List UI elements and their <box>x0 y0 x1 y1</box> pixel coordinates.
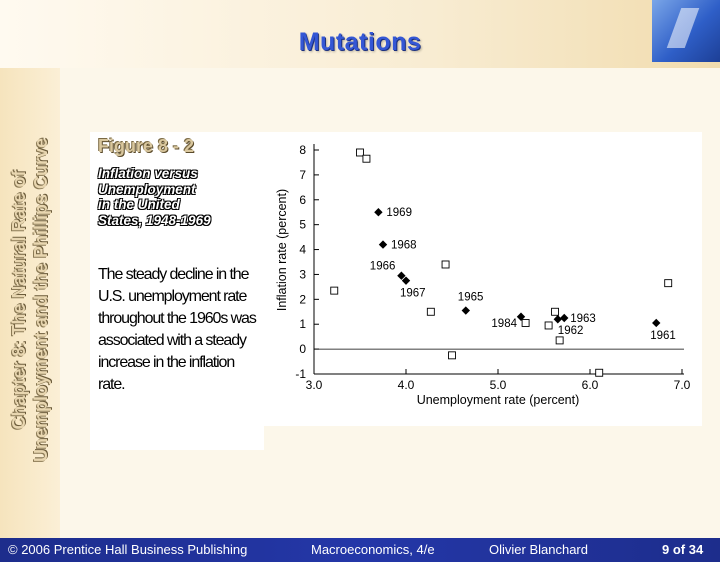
point-label-1984: 1984 <box>491 317 517 330</box>
square-point <box>545 322 552 329</box>
footer-copyright: © 2006 Prentice Hall Business Publishing <box>8 542 248 557</box>
chapter-side-title <box>8 65 52 535</box>
y-tick-label: 0 <box>299 342 306 357</box>
point-label-1963: 1963 <box>570 313 596 325</box>
chapter-title-line-2: Unemployment and the Phillips Curve <box>31 137 51 463</box>
y-tick-label: 3 <box>299 267 306 282</box>
square-point <box>596 369 603 376</box>
x-tick-label: 7.0 <box>673 378 691 392</box>
square-point <box>427 308 434 315</box>
x-tick-label: 5.0 <box>489 378 507 392</box>
figure-description: The steady decline in the U.S. unemployment rate throughout the 1960s was associated with a steady increase in the inflation rate. <box>98 266 256 393</box>
square-point <box>363 155 370 162</box>
figure-subtitle-line-2: Unemployment <box>98 181 196 197</box>
diamond-point-1963 <box>560 314 568 322</box>
point-label-1965: 1965 <box>457 291 484 304</box>
diamond-point-1962 <box>554 315 562 323</box>
figure-subtitle-line-1: Inflation versus <box>98 166 198 181</box>
y-tick-label: 4 <box>299 242 306 257</box>
point-label-1962: 1962 <box>557 325 584 338</box>
diamond-point-1961 <box>652 319 660 327</box>
y-tick-label: 7 <box>299 167 306 182</box>
figure-caption-panel <box>90 132 264 450</box>
phillips-curve-chart <box>264 132 702 426</box>
footer-book: Macroeconomics, 4/e <box>311 542 435 557</box>
footer-page-number: 9 of 34 <box>662 542 704 557</box>
point-label-1969: 1969 <box>386 207 412 220</box>
figure-subtitle-line-3: in the United <box>98 197 180 212</box>
footer-author: Olivier Blanchard <box>489 542 588 557</box>
y-tick-label: 2 <box>299 292 306 307</box>
point-label-1966: 1966 <box>369 260 396 273</box>
square-point <box>522 319 529 326</box>
point-label-1967: 1967 <box>400 287 426 300</box>
figure-label: Figure 8 - 2 <box>98 136 195 156</box>
y-tick-label: 1 <box>299 317 306 332</box>
square-point <box>449 352 456 359</box>
footer-bar <box>0 538 720 562</box>
y-tick-label: 5 <box>299 217 306 232</box>
figure-subtitle <box>98 166 268 228</box>
slide-title: Mutations <box>298 28 422 56</box>
square-point <box>442 261 449 268</box>
chapter-title-line-1: Chapter 8: The Natural Rate of <box>9 170 29 430</box>
x-axis-label: Unemployment rate (percent) <box>416 393 580 407</box>
diamond-point-1965 <box>462 306 470 314</box>
square-point <box>552 308 559 315</box>
y-tick-label: 8 <box>299 143 306 157</box>
y-axis-label: Inflation rate (percent) <box>275 188 289 312</box>
x-tick-label: 4.0 <box>397 378 415 392</box>
square-point <box>665 280 672 287</box>
point-label-1961: 1961 <box>650 329 676 342</box>
diamond-point-1969 <box>374 208 382 216</box>
y-tick-label: -1 <box>295 367 306 381</box>
point-label-1968: 1968 <box>391 239 417 252</box>
square-point <box>556 337 563 344</box>
x-tick-label: 6.0 <box>581 378 599 392</box>
x-tick-label: 3.0 <box>305 378 323 392</box>
y-tick-label: 6 <box>299 192 306 207</box>
square-point <box>357 149 364 156</box>
figure-subtitle-line-4: States, 1948-1969 <box>98 212 211 228</box>
diamond-point-1968 <box>379 240 387 248</box>
square-point <box>331 287 338 294</box>
